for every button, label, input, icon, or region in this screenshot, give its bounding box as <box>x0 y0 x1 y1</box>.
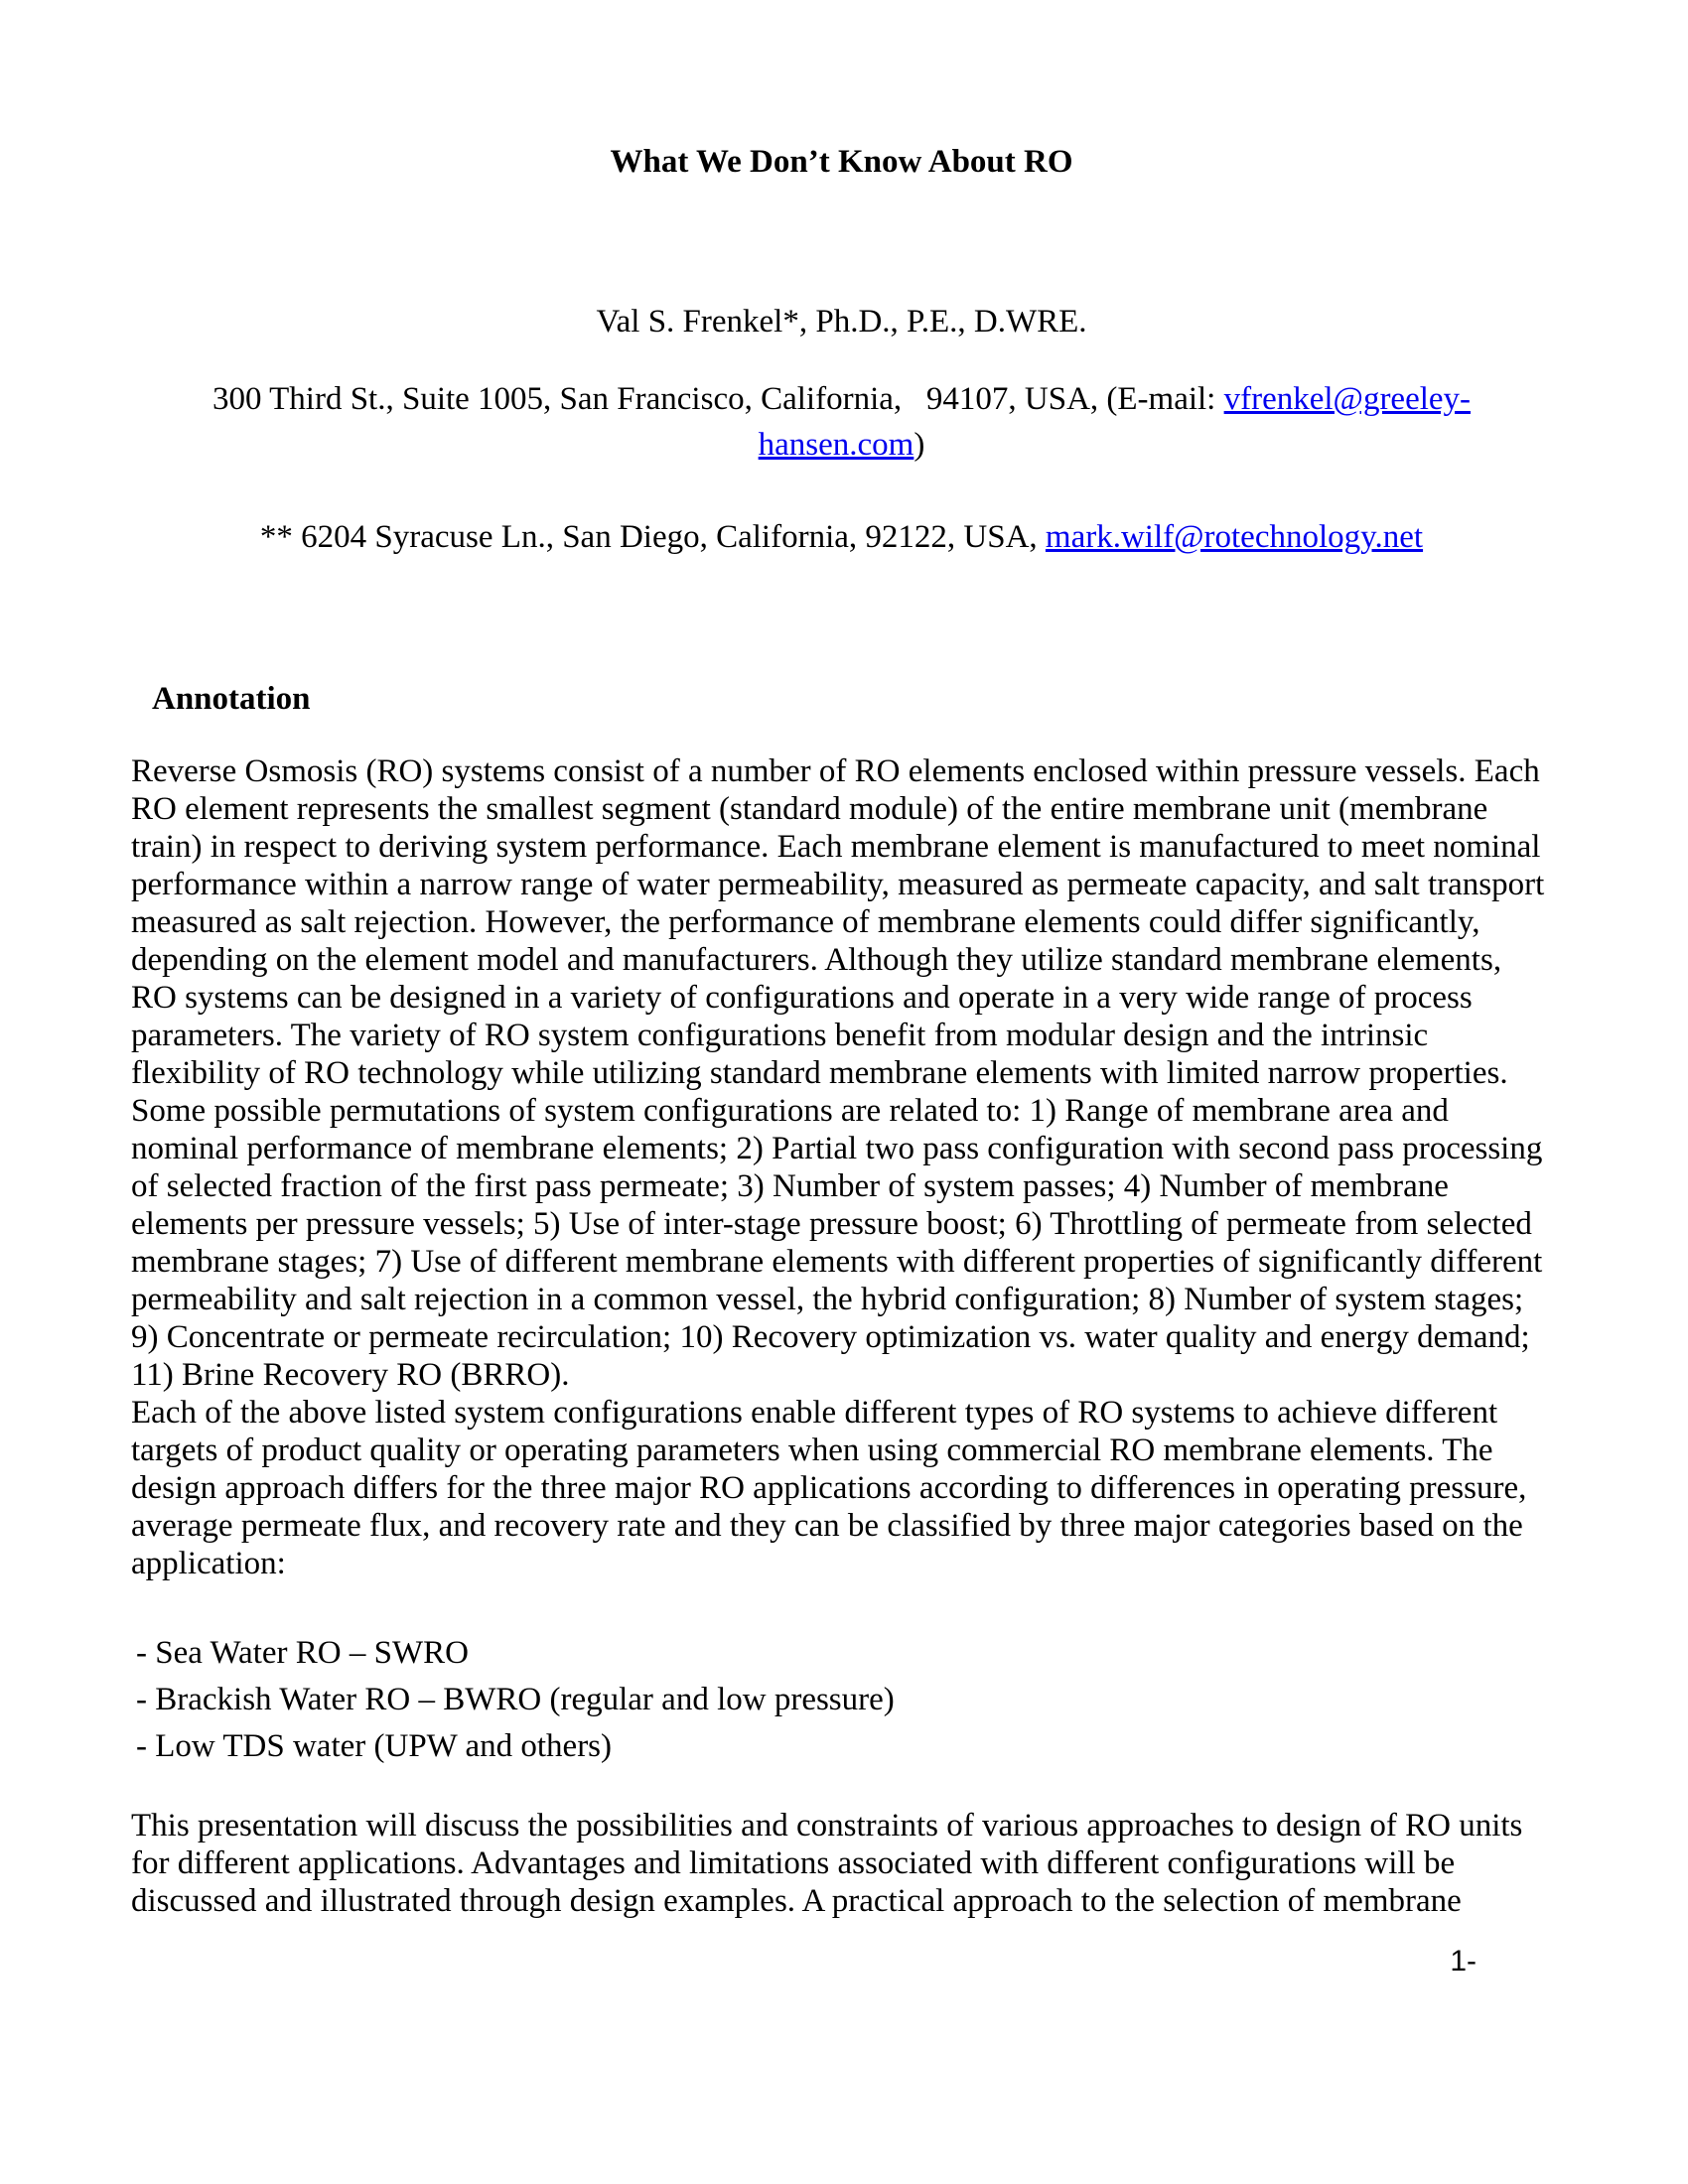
email-link-part-2: hansen.com <box>758 427 914 463</box>
page-title: What We Don’t Know About RO <box>610 144 1073 180</box>
address-1-closing-paren: ) <box>914 427 925 463</box>
page-number: 1- <box>1450 1945 1477 1978</box>
address-line-2 <box>131 514 1552 560</box>
address-line-1 <box>131 376 1552 468</box>
address-2-text: ** 6204 Syracuse Ln., San Diego, California, 92122, USA, <box>259 519 1046 555</box>
bullet-item-low-tds: - Low TDS water (UPW and others) <box>136 1728 613 1764</box>
annotation-paragraph-2: Some possible permutations of system configurations are related to: 1) Range of membrane area and nominal performance of membrane elements; 2) Partial two pass configuration with second pass processing of selected fraction of the first pass permeate; 3) Number of system passes; 4) Number of membrane elements per pressure vessels; 5) Use of inter-stage pressure boost; 6) Throttling of permeate from selected membrane stages; 7) Use of different membrane elements with different properties of significantly different permeability and salt rejection in a common vessel, the hybrid configuration; 8) Number of system stages; 9) Concentrate or permeate recirculation; 10) Recovery optimization vs. water quality and energy demand; 11) Brine Recovery RO (BRRO). <box>131 1093 1543 1393</box>
annotation-paragraph-3: Each of the above listed system configurations enable different types of RO systems to achieve different targets of product quality or operating parameters when using commercial RO membrane elements. The design approach differs for the three major RO applications according to differences in operating pressure, average permeate flux, and recovery rate and they can be classified by three major categories based on the application: <box>131 1395 1527 1581</box>
bullet-item-bwro: - Brackish Water RO – BWRO (regular and low pressure) <box>136 1682 895 1717</box>
email-link-part-1: vfrenkel@greeley- <box>1223 381 1472 417</box>
annotation-paragraph-1: Reverse Osmosis (RO) systems consist of a number of RO elements enclosed within pressure vessels. Each RO element represents the smallest segment (standard module) of the entire membrane unit (membrane train) in respect to deriving system performance. Each membrane element is manufactured to meet nominal performance within a narrow range of water permeability, measured as permeate capacity, and salt transport measured as salt rejection. However, the performance of membrane elements could differ significantly, depending on the element model and manufacturers. Although they utilize standard membrane elements, RO systems can be designed in a variety of configurations and operate in a very wide range of process parameters. The variety of RO system configurations benefit from modular design and the intrinsic flexibility of RO technology while utilizing standard membrane elements with limited narrow properties. <box>131 753 1545 1091</box>
bullet-item-swro: - Sea Water RO – SWRO <box>136 1635 469 1671</box>
author-line: Val S. Frenkel*, Ph.D., P.E., D.WRE. <box>596 304 1087 340</box>
address-1-text: 300 Third St., Suite 1005, San Francisco, California, 94107, USA, (E-mail: <box>211 381 1224 417</box>
closing-paragraph: This presentation will discuss the possibilities and constraints of various approaches to design of RO units for different applications. Advantages and limitations associated with different configurations will be discussed and illustrated through design examples. A practical approach to the selection of membrane <box>131 1808 1523 1919</box>
application-category-list <box>131 1630 1552 1770</box>
email-link-rotechnology[interactable]: mark.wilf@rotechnology.net <box>1045 519 1424 555</box>
document-content <box>131 0 1552 1920</box>
annotation-heading: Annotation <box>152 681 311 717</box>
